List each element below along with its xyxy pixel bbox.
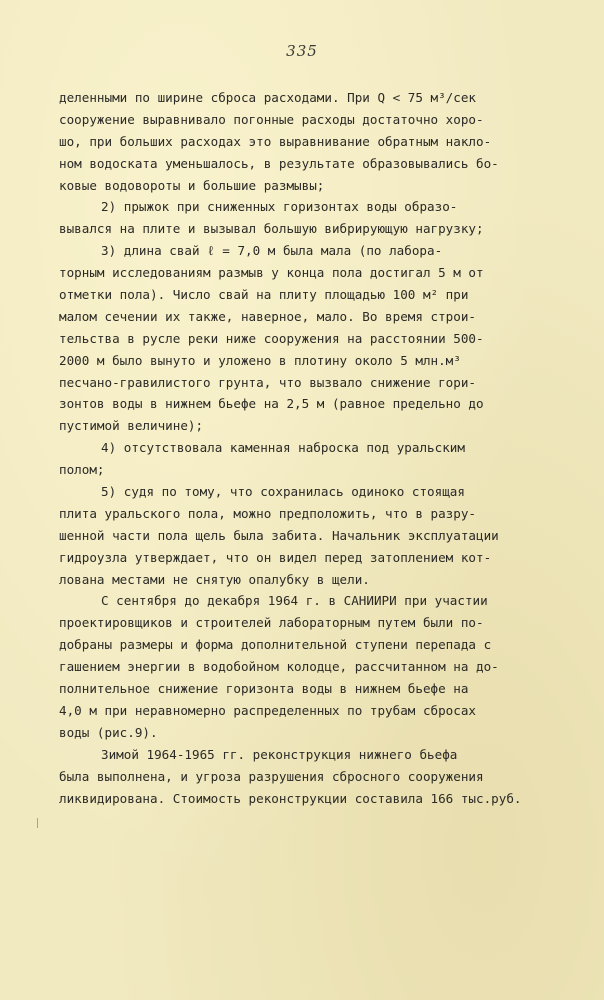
text-line: лована местами не снятую опалубку в щели. [59,571,370,587]
text-line: малом сечении их также, наверное, мало. Во время строи- [59,308,477,324]
text-line: 2000 м было вынуто и уложено в плотину около 5 млн.м³ [59,352,461,368]
text-line: воды (рис.9). [59,724,158,740]
text-line: гашением энергии в водобойном колодце, рассчитанном на до- [59,659,499,675]
text-line: 4) отсутствовала каменная наброска под уральским [101,440,465,456]
text-line: отметки пола). Число свай на плиту площадью 100 м² при [59,287,469,303]
text-line: зонтов воды в нижнем бьефе на 2,5 м (равное предельно до [59,396,484,412]
text-line: гидроузла утверждает, что он видел перед затоплением кот- [59,549,492,565]
text-line: шенной части пола щель была забита. Начальник эксплуатации [59,527,499,543]
text-line: шо, при больших расходах это выравнивание обратным накло- [59,133,492,149]
text-line: деленными по ширине сброса расходами. При Q < 75 м³/сек [59,90,477,105]
text-line: ном водоската уменьшалось, в результате образовывались бо- [59,155,499,171]
text-line: торным исследованиям размыв у конца пола достигал 5 м от [59,265,484,281]
text-line: 4,0 м при неравномерно распределенных по трубам сбросах [59,702,477,718]
text-line: 3) длина свай ℓ = 7,0 м была мала (по лабора- [101,243,443,259]
text-line: С сентября до декабря 1964 г. в САНИИРИ при участии [101,593,488,609]
margin-mark [37,818,38,828]
text-line: 2) прыжок при сниженных горизонтах воды образо- [101,199,458,215]
text-line: песчано-гравилистого грунта, что вызвало снижение гори- [59,374,477,390]
text-line: была выполнена, и угроза разрушения сбросного сооружения [59,768,484,784]
text-line: проектировщиков и строителей лабораторным путем были по- [59,615,484,631]
text-line: 5) судя по тому, что сохранилась одиноко стоящая [101,484,465,500]
text-line: тельства в русле реки ниже сооружения на расстоянии 500- [59,330,484,346]
text-line: Зимой 1964-1965 гг. реконструкция нижнего бьефа [101,746,458,762]
text-line: добраны размеры и форма дополнительной ступени перепада с [59,637,492,653]
text-line: ковые водовороты и большие размывы; [59,177,325,193]
text-line: полом; [59,462,105,478]
text-line: пустимой величине); [59,418,204,434]
text-line: сооружение выравнивало погонные расходы достаточно хоро- [59,111,484,127]
page-number: 335 [286,42,318,60]
text-body [59,87,522,809]
text-line: плита уральского пола, можно предположить, что в разру- [59,505,477,521]
text-line: вывался на плите и вызывал большую вибрирующую нагрузку; [59,221,484,237]
text-line: ликвидирована. Стоимость реконструкции составила 166 тыс.руб. [59,790,522,806]
text-line: полнительное снижение горизонта воды в нижнем бьефе на [59,681,469,697]
